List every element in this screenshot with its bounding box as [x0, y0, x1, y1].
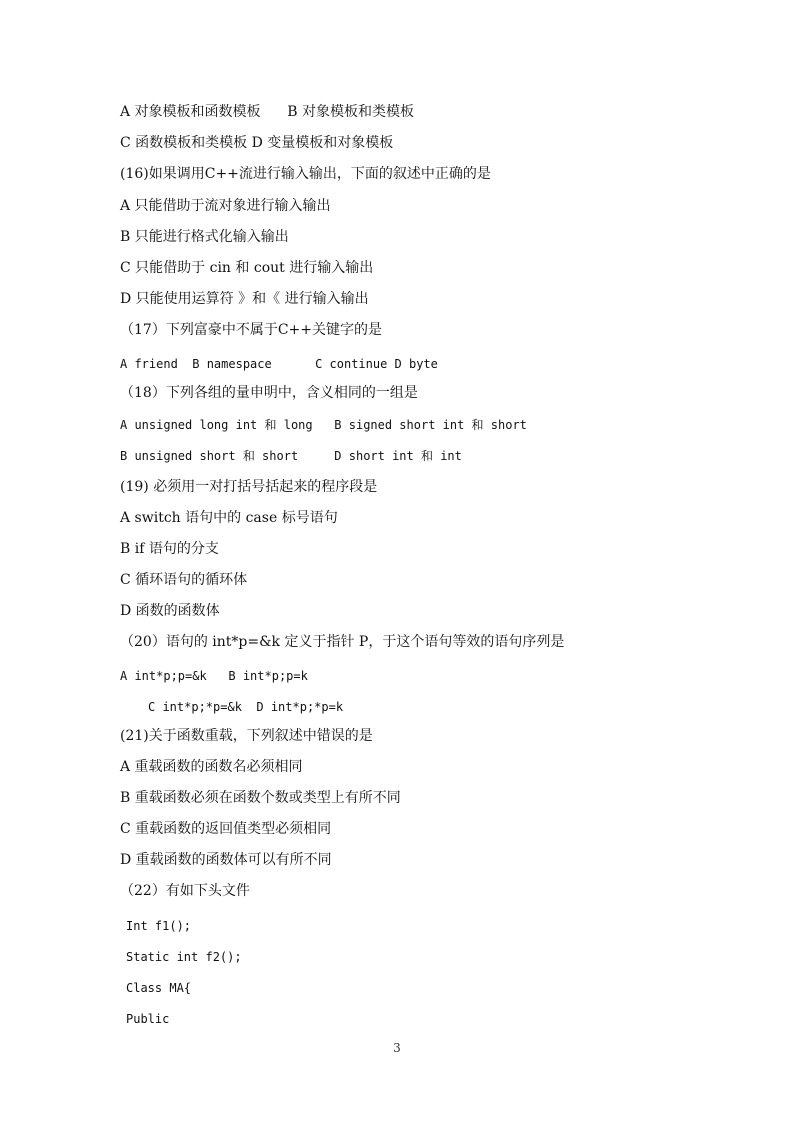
option-line: A int*p;p=&k B int*p;p=k: [120, 669, 308, 683]
option-line: D 重载函数的函数体可以有所不同: [120, 852, 332, 868]
question-17: （17）下列富豪中不属于C++关键字的是: [120, 322, 382, 338]
option-line: A 重载函数的函数名必须相同: [120, 759, 303, 775]
option-line: A 只能借助于流对象进行输入输出: [120, 198, 331, 214]
option-line: D 只能使用运算符 》和《 进行输入输出: [120, 291, 369, 307]
page-number: 3: [393, 1041, 401, 1055]
option-line: A unsigned long int 和 long B signed short int 和 short: [120, 418, 527, 432]
option-line: C 只能借助于 cin 和 cout 进行输入输出: [120, 260, 374, 276]
question-20: （20）语句的 int*p=&k 定义于指针 P，于这个语句等效的语句序列是: [120, 634, 565, 650]
code-line: Class MA{: [126, 981, 192, 995]
question-16: (16)如果调用C++流进行输入输出，下面的叙述中正确的是: [120, 166, 491, 182]
option-line: B 重载函数必须在函数个数或类型上有所不同: [120, 790, 401, 806]
option-line: B 只能进行格式化输入输出: [120, 229, 289, 245]
option-line: A friend B namespace C continue D byte: [120, 357, 438, 371]
code-line: Static int f2();: [126, 950, 242, 964]
option-line: C int*p;*p=&k D int*p;*p=k: [148, 700, 344, 714]
question-22: （22）有如下头文件: [120, 883, 250, 899]
question-19: (19) 必须用一对打括号括起来的程序段是: [120, 479, 378, 495]
option-line: C 函数模板和类模板 D 变量模板和对象模板: [120, 135, 394, 151]
option-line: B if 语句的分支: [120, 541, 219, 557]
option-line: C 重载函数的返回值类型必须相同: [120, 821, 332, 837]
question-18: （18）下列各组的量申明中，含义相同的一组是: [120, 385, 418, 401]
code-line: Public: [126, 1012, 170, 1026]
option-line: C 循环语句的循环体: [120, 572, 248, 588]
question-21: (21)关于函数重载，下列叙述中错误的是: [120, 728, 373, 744]
option-line: A 对象模板和函数模板 B 对象模板和类模板: [120, 104, 414, 120]
option-line: D 函数的函数体: [120, 603, 220, 619]
option-line: B unsigned short 和 short D short int 和 int: [120, 449, 462, 463]
option-line: A switch 语句中的 case 标号语句: [120, 510, 338, 526]
code-line: Int f1();: [126, 919, 192, 933]
